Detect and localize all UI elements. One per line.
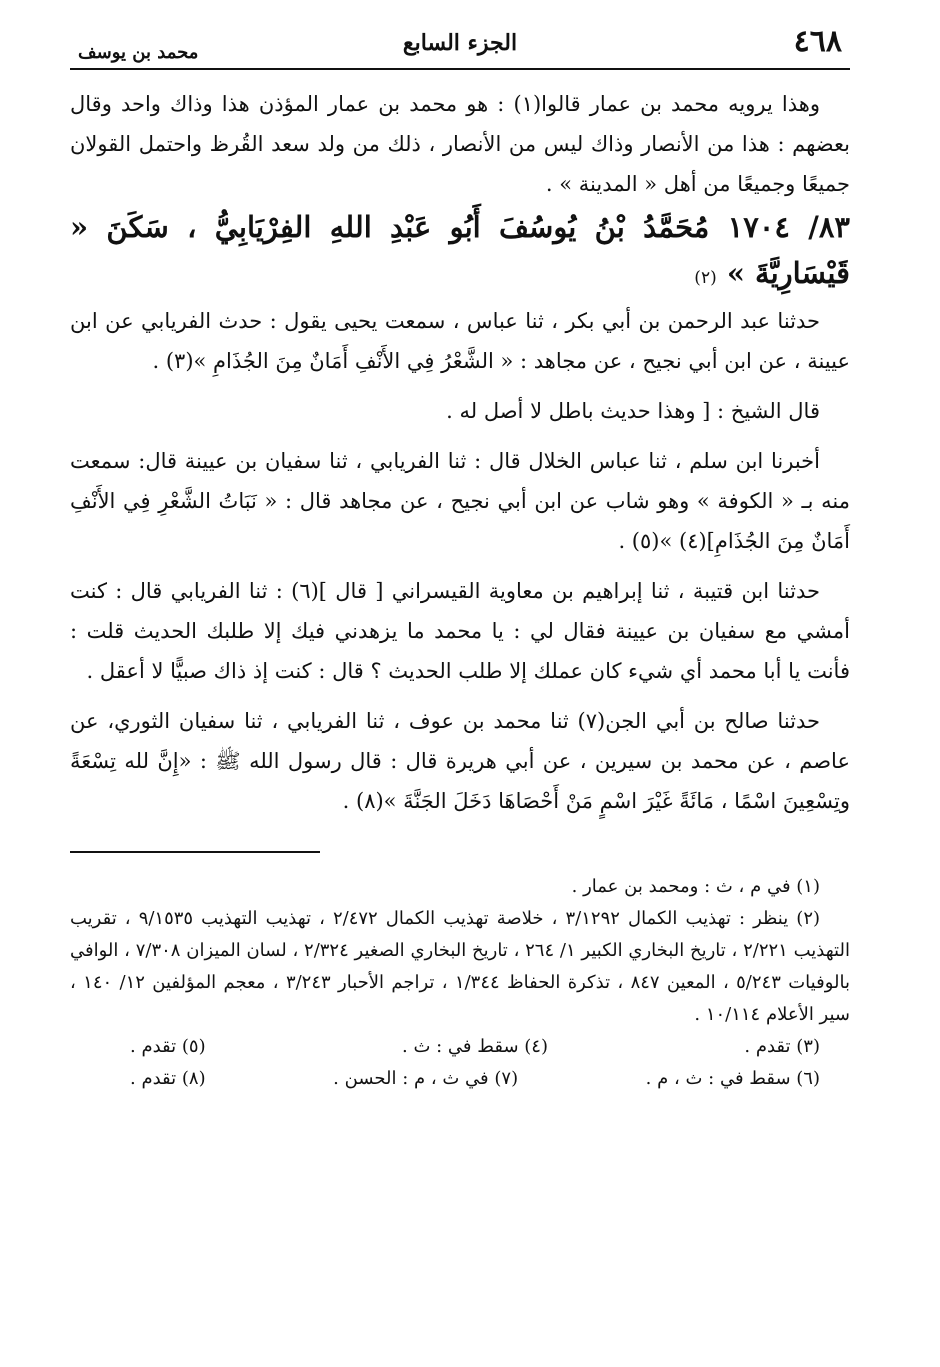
narration-paragraph: حدثنا ابن قتيبة ، ثنا إبراهيم بن معاوية القيسراني [ قال ](٦) : ثنا الفريابي قال : كنت أمشي مع سفيان بن عيينة فقال لي : يا محمد ما يزهدني فيك إلا طلبك الحديث قلت : فأنت يا أبا محمد أي شيء كان عملك إلا طلب الحديث ؟ قال : كنت إذ ذاك صبيًّا لا أعقل . <box>70 579 850 683</box>
footnote-4: (٤) سقط في : ث . <box>402 1036 548 1057</box>
hadith-paragraph-3: حدثنا صالح بن أبي الجن(٧) ثنا محمد بن عوف ، ثنا الفريابي ، ثنا سفيان الثوري، عن عاصم ، عن محمد بن سيرين ، عن أبي هريرة قال : قال رسول الله ﷺ : «إِنَّ لله تِسْعَةً وتِسْعِينَ اسْمًا ، مَائَةً غَيْرَ اسْمٍ مَنْ أَحْصَاهَا دَخَلَ الجَنَّةَ »(٨) . <box>70 709 850 813</box>
footnote-7: (٧) في ث ، م : الحسن . <box>333 1068 519 1089</box>
footnote-6: (٦) سقط في : ث ، م . <box>645 1068 820 1089</box>
footnote-row-6-8 <box>70 1063 850 1095</box>
hadith-paragraph-1: حدثنا عبد الرحمن بن أبي بكر ، ثنا عباس ، سمعت يحيى يقول : حدث الفريابي عن ابن عيينة ، عن ابن أبي نجيح ، عن مجاهد : « الشَّعْرُ فِي الأَنْفِ أَمَانٌ مِنَ الجُذَامِ »(٣) . <box>70 309 850 373</box>
footnote-2: (٢) ينظر : تهذيب الكمال ٣/١٢٩٢ ، خلاصة تهذيب الكمال ٢/٤٧٢ ، تهذيب التهذيب ٩/١٥٣٥ ، تقريب التهذيب ٢/٢٢١ ، تاريخ البخاري الكبير ١/ ٢٦٤ ، تاريخ البخاري الصغير ٢/٣٢٤ ، لسان الميزان ٧/٣٠٨ ، الوافي بالوفيات ٥/٢٤٣ ، المعين ٨٤٧ ، تذكرة الحفاظ ١/٣٤٤ ، تراجم الأحبار ٣/٢٤٣ ، معجم المؤلفين ١٢/ ١٤٠ ، سير الأعلام ١٠/١١٤ . <box>70 908 850 1025</box>
book-page <box>70 22 850 1095</box>
hadith-paragraph-2: أخبرنا ابن سلم ، ثنا عباس الخلال قال : ثنا الفريابي ، ثنا سفيان بن عيينة قال: سمعت منه بـ « الكوفة » وهو شاب عن ابن أبي نجيح ، عن مجاهد قال : « نَبَاتُ الشَّعْرِ فِي الأَنْفِ أَمَانٌ مِنَ الجُذَامِ](٤) »(٥) . <box>70 449 850 553</box>
entry-heading-text: ٨٣/ ١٧٠٤ مُحَمَّدُ بْنُ يُوسُفَ أَبُو عَبْدِ اللهِ الفِرْيَابِيُّ ، سَكَنَ « قَيْسَارِيَّةَ » <box>70 210 850 290</box>
intro-paragraph: وهذا يرويه محمد بن عمار قالوا(١) : هو محمد بن عمار المؤذن هذا وذاك واحد وقال بعضهم : هذا من الأنصار وذاك ليس من الأنصار ، ذلك من ولد سعد القُرظ واحتمل القولان جميعًا وجميعًا من أهل « المدينة » . <box>70 92 850 196</box>
footnote-separator <box>70 851 320 853</box>
entry-heading <box>70 204 850 301</box>
page-number: ٤٦٨ <box>793 24 842 59</box>
footnote-8: (٨) تقدم . <box>130 1068 206 1089</box>
footnote-1: (١) في م ، ث : ومحمد بن عمار . <box>571 876 820 897</box>
running-entry-name: محمد بن يوسف <box>78 42 199 63</box>
running-header <box>70 22 850 70</box>
main-text <box>70 84 850 821</box>
sheikh-remark-paragraph: قال الشيخ : [ وهذا حديث باطل لا أصل له . <box>446 399 820 423</box>
footnotes <box>70 871 850 1095</box>
footnote-5: (٥) تقدم . <box>130 1036 206 1057</box>
part-title: الجزء السابع <box>402 30 518 56</box>
footnote-row-3-5 <box>70 1031 850 1063</box>
footnote-3: (٣) تقدم . <box>744 1036 820 1057</box>
entry-heading-footnote-marker: (٢) <box>694 268 717 288</box>
